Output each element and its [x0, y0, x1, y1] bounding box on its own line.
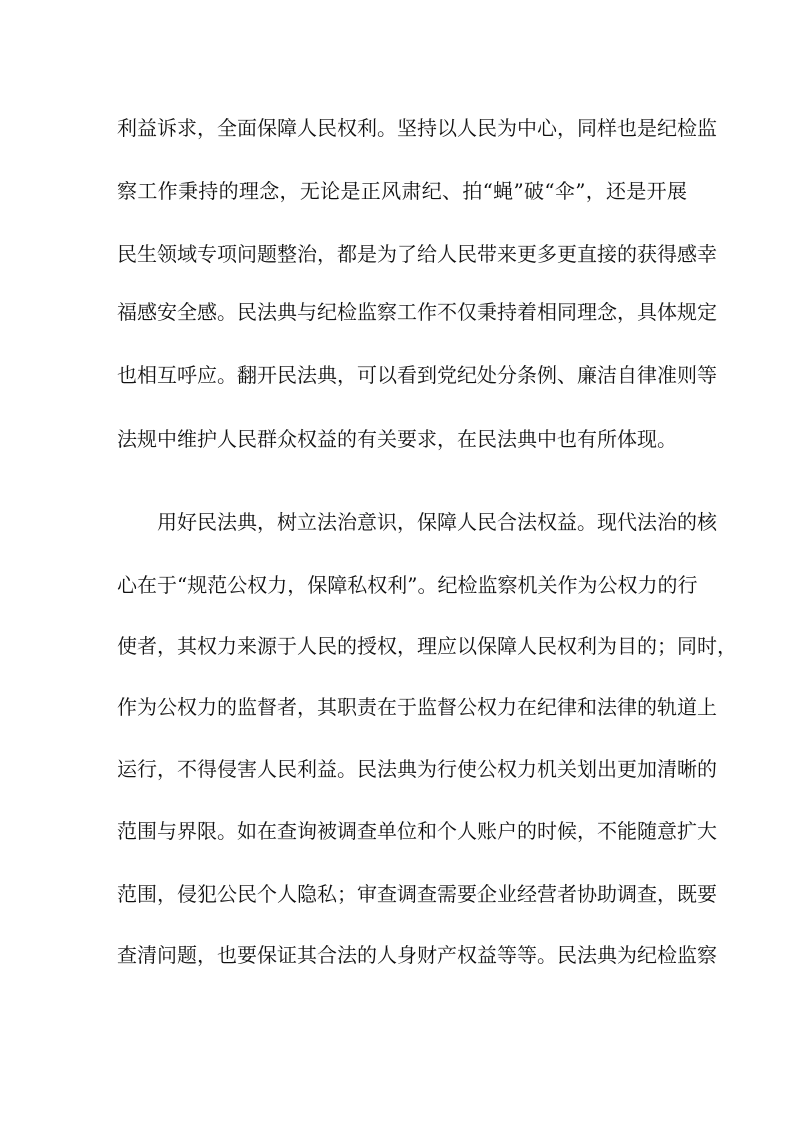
paragraph-end-line: 法规中维护人民群众权益的有关要求，在民法典中也有所体现。: [117, 427, 677, 451]
text-line: 运行，不得侵害人民利益。民法典为行使公权力机关划出更加清晰的: [117, 757, 717, 781]
text-line: 察工作秉持的理念，无论是正风肃纪、拍“蝇”破“伞”，还是开展: [117, 179, 687, 203]
text-line: 也相互呼应。翻开民法典，可以看到党纪处分条例、廉洁自律准则等: [117, 363, 717, 387]
text-line: 作为公权力的监督者，其职责在于监督公权力在纪律和法律的轨道上: [117, 695, 717, 719]
text-line: 范围，侵犯公民个人隐私；审查调查需要企业经营者协助调查，既要: [117, 882, 717, 906]
text-line: 心在于“规范公权力，保障私权利”。纪检监察机关作为公权力的行: [117, 573, 698, 597]
text-line: 查清问题，也要保证其合法的人身财产权益等等。民法典为纪检监察: [117, 943, 717, 967]
text-line: 范围与界限。如在查询被调查单位和个人账户的时候，不能随意扩大: [117, 819, 717, 843]
paragraph-first-line: 用好民法典，树立法治意识，保障人民合法权益。现代法治的核: [157, 510, 717, 534]
text-line: 利益诉求，全面保障人民权利。坚持以人民为中心，同样也是纪检监: [117, 116, 717, 140]
text-line: 使者，其权力来源于人民的授权，理应以保障人民权利为目的；同时，: [117, 634, 737, 658]
text-line: 福感安全感。民法典与纪检监察工作不仅秉持着相同理念，具体规定: [117, 300, 717, 324]
text-line: 民生领域专项问题整治，都是为了给人民带来更多更直接的获得感幸: [117, 242, 717, 266]
